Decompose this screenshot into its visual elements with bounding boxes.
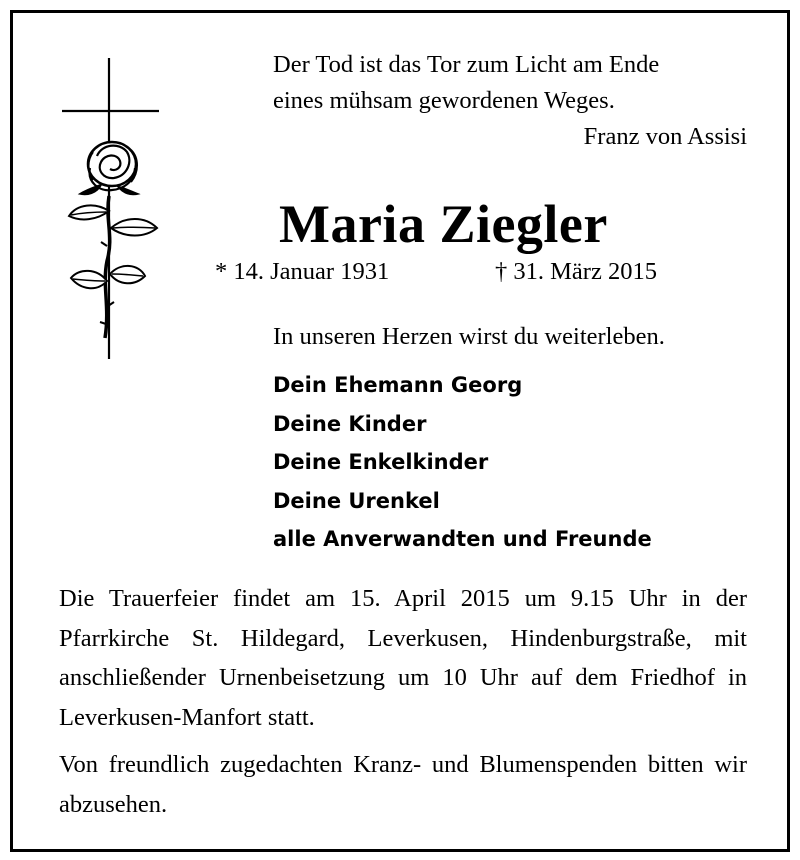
quote-line-1: Der Tod ist das Tor zum Licht am Ende — [273, 51, 660, 78]
quote-block — [273, 47, 747, 155]
quote-author: Franz von Assisi — [583, 123, 747, 150]
death-date: † 31. März 2015 — [495, 258, 657, 285]
service-details — [59, 579, 747, 832]
donation-note: Von freundlich zugedachten Kranz- und Blumenspenden bitten wir abzusehen. — [59, 751, 747, 818]
cross-with-rose-icon — [57, 56, 167, 361]
quote-line-2: eines mühsam gewordenen Weges. — [273, 87, 615, 114]
mourner-item: Deine Urenkel — [273, 488, 440, 513]
service-paragraph: Die Trauerfeier findet am 15. April 2015 um 9.15 Uhr in der Pfarrkirche St. Hildegard, Leverkusen, Hindenburgstraße, mit anschließender Urnenbeisetzung um 10 Uhr auf dem Friedhof in Leverkusen-Manfort statt. — [59, 585, 747, 731]
mourner-item: alle Anverwandten und Freunde — [273, 527, 652, 552]
obituary-notice — [10, 10, 790, 852]
mourner-item: Deine Enkelkinder — [273, 450, 489, 475]
mourners-list — [273, 366, 652, 559]
closing-line: In unseren Herzen wirst du weiterleben. — [273, 323, 665, 350]
mourner-item: Dein Ehemann Georg — [273, 373, 523, 397]
birth-date: * 14. Januar 1931 — [215, 258, 390, 285]
mourner-item: Deine Kinder — [273, 411, 427, 436]
deceased-name: Maria Ziegler — [279, 194, 608, 254]
